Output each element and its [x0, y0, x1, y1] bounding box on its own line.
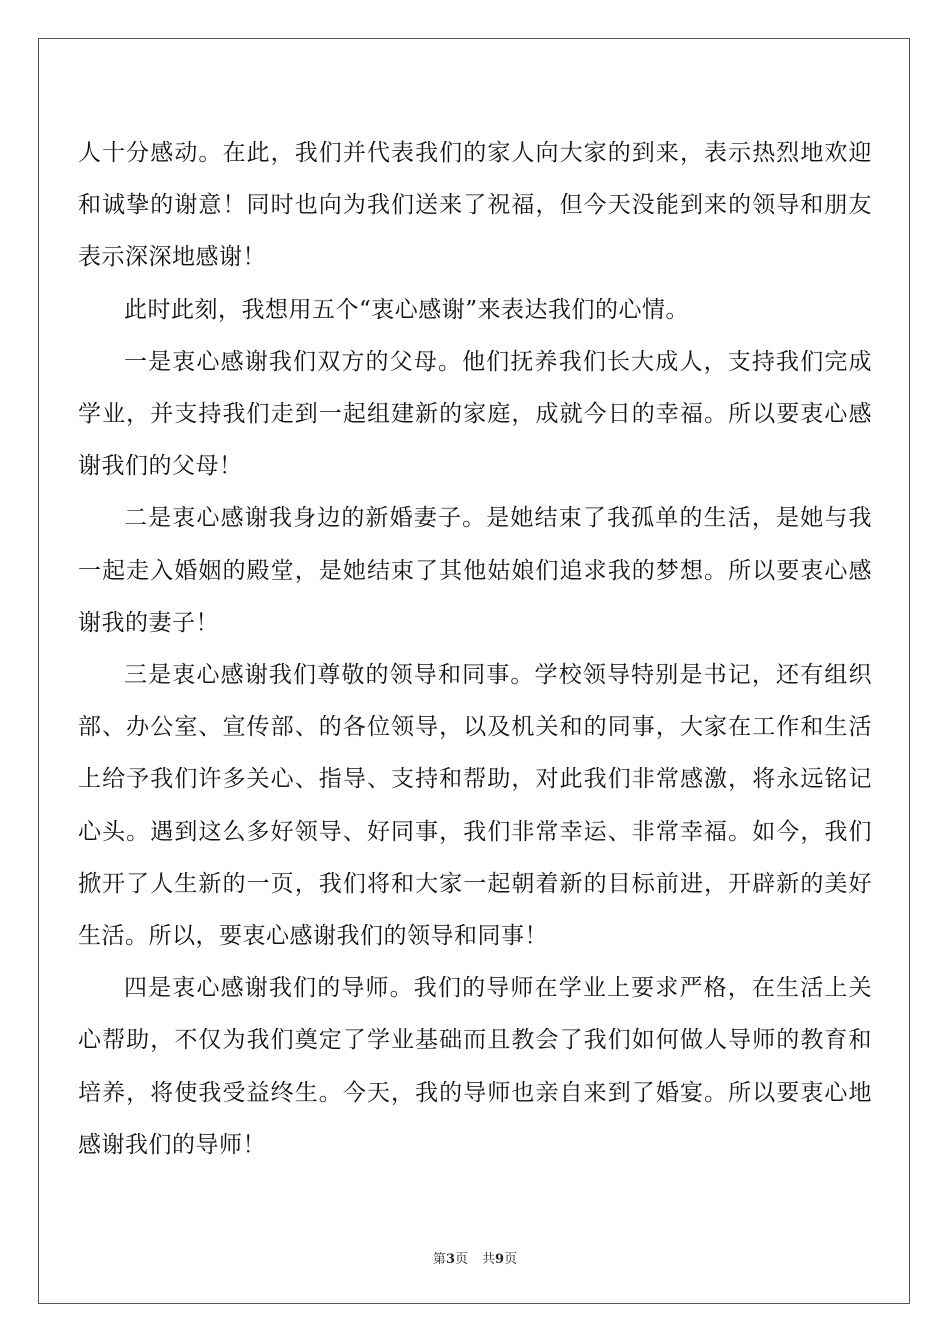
- page-prefix: 第: [432, 1252, 446, 1267]
- page-footer: [0, 1248, 950, 1267]
- page-total: [482, 1252, 517, 1267]
- page-number: [433, 1252, 468, 1267]
- total-suffix: 页: [504, 1252, 518, 1267]
- page-suffix: 页: [454, 1252, 468, 1267]
- paragraph-3: 一是衷心感谢我们双方的父母。他们抚养我们长大成人，支持我们完成学业，并支持我们走到一起组建新的家庭，成就今日的幸福。所以要衷心感谢我们的父母！: [78, 348, 872, 480]
- paragraph-1: 人十分感动。在此，我们并代表我们的家人向大家的到来，表示热烈地欢迎和诚挚的谢意！同时也向为我们送来了祝福，但今天没能到来的领导和朋友表示深深地感谢！: [78, 140, 872, 271]
- paragraph-4: 二是衷心感谢我身边的新婚妻子。是她结束了我孤单的生活，是她与我一起走入婚姻的殿堂，是她结束了其他姑娘们追求我的梦想。所以要衷心感谢我的妻子！: [78, 505, 872, 636]
- document-body: [78, 127, 872, 1171]
- paragraph-6: 四是衷心感谢我们的导师。我们的导师在学业上要求严格，在生活上关心帮助，不仅为我们奠定了学业基础而且教会了我们如何做人导师的教育和培养，将使我受益终生。今天，我的导师也亲自来到了婚宴。所以要衷心地感谢我们的导师！: [78, 975, 872, 1158]
- paragraph-2: 此时此刻，我想用五个“衷心感谢”来表达我们的心情。: [124, 296, 690, 323]
- current-page: 3: [445, 1252, 455, 1267]
- total-pages: 9: [495, 1252, 505, 1267]
- paragraph-5: 三是衷心感谢我们尊敬的领导和同事。学校领导特别是书记，还有组织部、办公室、宣传部、的各位领导，以及机关和的同事，大家在工作和生活上给予我们许多关心、指导、支持和帮助，对此我们非常感激，将永远铭记心头。遇到这么多好领导、好同事，我们非常幸运、非常幸福。如今，我们掀开了人生新的一页，我们将和大家一起朝着新的目标前进，开辟新的美好生活。所以，要衷心感谢我们的领导和同事！: [78, 662, 872, 950]
- total-prefix: 共: [482, 1252, 496, 1267]
